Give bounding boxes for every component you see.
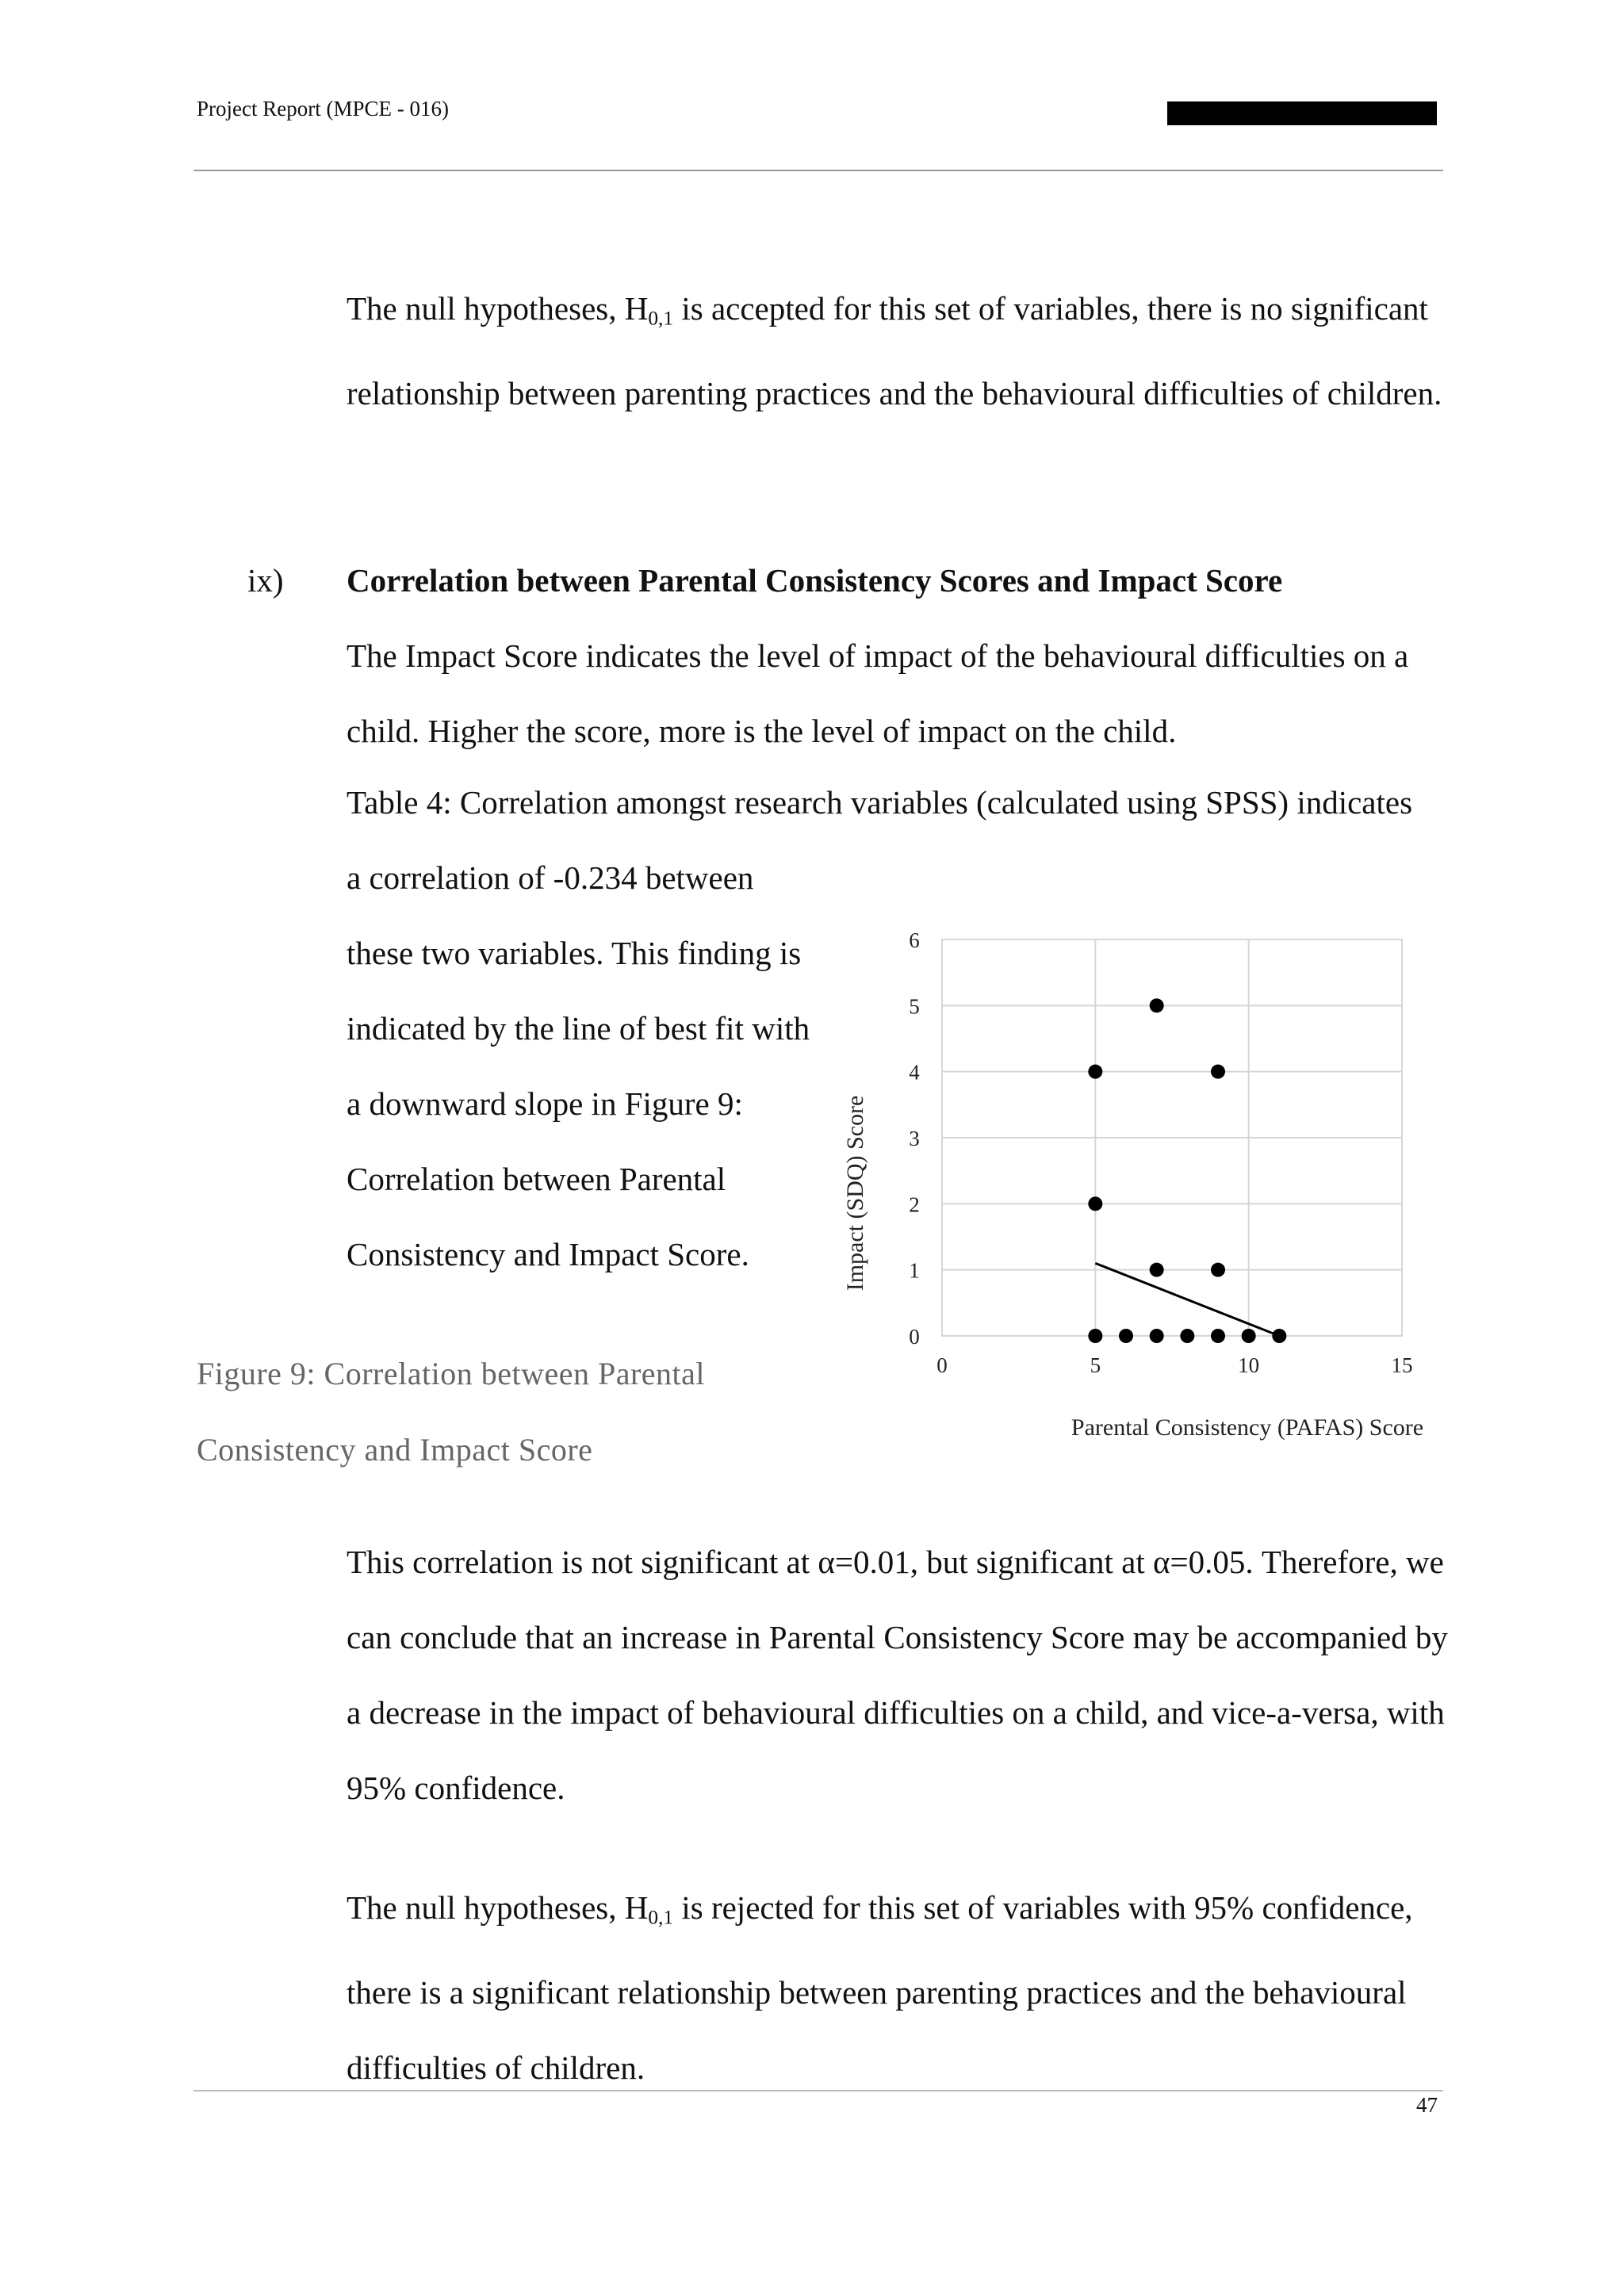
y-tick-label: 3 [909,1127,920,1150]
header-title: Project Report (MPCE - 016) [197,97,449,121]
x-tick-label: 10 [1238,1353,1260,1377]
data-point [1088,1329,1102,1343]
data-point [1272,1329,1286,1343]
section-paragraph-2: Table 4: Correlation amongst research variables (calculated using SPSS) indicates [347,784,1413,821]
intro-paragraph: The null hypotheses, $H_{0,1}$ is accepted for this set of variables, there is no significant relationship between parenting practices and the behavioural difficulties of children. [347,290,1442,412]
data-point [1211,1263,1225,1277]
data-point [1150,1329,1164,1343]
data-point [1150,998,1164,1012]
data-point [1211,1329,1225,1343]
data-point [1211,1065,1225,1079]
header-redaction-bar [1167,101,1437,125]
data-point [1088,1065,1102,1079]
y-tick-label: 2 [909,1192,920,1217]
x-tick-label: 5 [1090,1353,1101,1377]
data-point [1150,1263,1164,1277]
data-point [1242,1329,1256,1343]
data-point [1088,1196,1102,1211]
footer-divider [193,2090,1443,2091]
header-divider [193,170,1443,171]
section-paragraph-3: a correlation of -0.234 between these two variables. This finding is indicated by the line of best fit with a downward slope in Figure 9: Correlation between Parental Consistency and Impact Score. [347,859,810,1272]
section-number: ix) [247,562,284,599]
scatter-chart [825,912,1459,1467]
y-axis-label: Impact (SDQ) Score [842,1095,868,1292]
x-tick-label: 0 [936,1353,948,1377]
x-axis-label: Parental Consistency (PAFAS) Score [1071,1414,1424,1441]
data-point [1119,1329,1133,1343]
y-tick-label: 5 [909,994,920,1019]
y-tick-label: 1 [909,1258,920,1283]
x-tick-label: 15 [1391,1353,1413,1377]
y-tick-label: 6 [909,928,920,952]
section-title: Correlation between Parental Consistency Scores and Impact Score [347,562,1283,599]
conclusion-paragraph: This correlation is not significant at α=0.01, but significant at α=0.05. Therefore, we can conclude that an increase in Parental Consistency Score may be accompanied by a decrease in the impact of behavioural difficulties on a child, and vice-a-versa, with 95% confidence. [347,1544,1448,1806]
page-number: 47 [1416,2093,1438,2117]
section-paragraph-1: The Impact Score indicates the level of impact of the behavioural difficulties on a child. Higher the score, more is the level of impact on the child. [347,637,1409,749]
y-tick-label: 4 [909,1060,920,1085]
y-tick-label: 0 [909,1325,920,1349]
trendline [1095,1263,1279,1336]
data-point [1180,1329,1194,1343]
final-paragraph: The null hypotheses, $H_{0,1}$ is rejected for this set of variables with 95% confidence, there is a significant relationship between parenting practices and the behavioural difficulties of children. [347,1889,1413,2087]
figure-caption: Figure 9: Correlation between Parental Consistency and Impact Score [197,1356,706,1468]
